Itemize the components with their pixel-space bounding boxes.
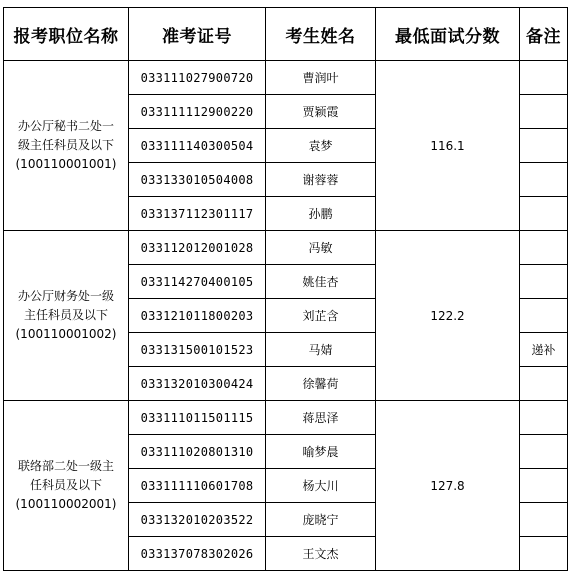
table-row (4, 231, 568, 265)
candidate-name-cell: 蒋思泽 (266, 401, 376, 435)
note-cell (520, 401, 568, 435)
position-cell (4, 231, 129, 401)
position-cell (4, 401, 129, 571)
ticket-number-cell: 033111140300504 (129, 129, 266, 163)
note-cell (520, 265, 568, 299)
header-score: 最低面试分数 (376, 8, 520, 61)
note-cell (520, 537, 568, 571)
table-row (4, 401, 568, 435)
position-line: 任科员及以下 (29, 478, 102, 492)
position-line: 办公厅财务处一级 (17, 289, 114, 303)
note-cell (520, 61, 568, 95)
header-row (4, 8, 568, 61)
note-cell (520, 95, 568, 129)
header-ticket: 准考证号 (129, 8, 266, 61)
ticket-number-cell: 033111020801310 (129, 435, 266, 469)
ticket-number-cell: 033111011501115 (129, 401, 266, 435)
position-code: (100110001001) (15, 157, 117, 171)
ticket-number-cell: 033112012001028 (129, 231, 266, 265)
ticket-number-cell: 033133010504008 (129, 163, 266, 197)
candidate-name-cell: 王文杰 (266, 537, 376, 571)
ticket-number-cell: 033132010203522 (129, 503, 266, 537)
results-table (3, 7, 568, 571)
header-name: 考生姓名 (266, 8, 376, 61)
note-cell: 递补 (520, 333, 568, 367)
header-position: 报考职位名称 (4, 8, 129, 61)
candidate-name-cell: 袁梦 (266, 129, 376, 163)
candidate-name-cell: 杨大川 (266, 469, 376, 503)
position-line: 级主任科员及以下 (17, 138, 114, 152)
ticket-number-cell: 033137078302026 (129, 537, 266, 571)
candidate-name-cell: 谢蓉蓉 (266, 163, 376, 197)
note-cell (520, 367, 568, 401)
ticket-number-cell: 033132010300424 (129, 367, 266, 401)
ticket-number-cell: 033114270400105 (129, 265, 266, 299)
candidate-name-cell: 马婧 (266, 333, 376, 367)
candidate-name-cell: 贾颖霞 (266, 95, 376, 129)
min-score-cell: 127.8 (376, 401, 520, 571)
note-cell (520, 129, 568, 163)
ticket-number-cell: 033111027900720 (129, 61, 266, 95)
candidate-name-cell: 孙鹏 (266, 197, 376, 231)
ticket-number-cell: 033121011800203 (129, 299, 266, 333)
position-code: (100110002001) (15, 497, 117, 511)
position-line: 联络部二处一级主 (17, 459, 114, 473)
ticket-number-cell: 033111112900220 (129, 95, 266, 129)
note-cell (520, 163, 568, 197)
position-line: 办公厅秘书二处一 (17, 119, 114, 133)
position-code: (100110001002) (15, 327, 117, 341)
min-score-cell: 122.2 (376, 231, 520, 401)
note-cell (520, 197, 568, 231)
candidate-name-cell: 曹润叶 (266, 61, 376, 95)
ticket-number-cell: 033111110601708 (129, 469, 266, 503)
min-score-cell: 116.1 (376, 61, 520, 231)
header-note: 备注 (520, 8, 568, 61)
note-cell (520, 299, 568, 333)
table-row (4, 61, 568, 95)
table-body (4, 61, 568, 571)
position-line: 主任科员及以下 (23, 308, 108, 322)
candidate-name-cell: 刘芷含 (266, 299, 376, 333)
candidate-name-cell: 姚佳杏 (266, 265, 376, 299)
note-cell (520, 435, 568, 469)
ticket-number-cell: 033131500101523 (129, 333, 266, 367)
ticket-number-cell: 033137112301117 (129, 197, 266, 231)
note-cell (520, 469, 568, 503)
candidate-name-cell: 冯敏 (266, 231, 376, 265)
candidate-name-cell: 喻梦晨 (266, 435, 376, 469)
note-cell (520, 503, 568, 537)
note-cell (520, 231, 568, 265)
candidate-name-cell: 徐馨荷 (266, 367, 376, 401)
candidate-name-cell: 庞晓宁 (266, 503, 376, 537)
position-cell (4, 61, 129, 231)
